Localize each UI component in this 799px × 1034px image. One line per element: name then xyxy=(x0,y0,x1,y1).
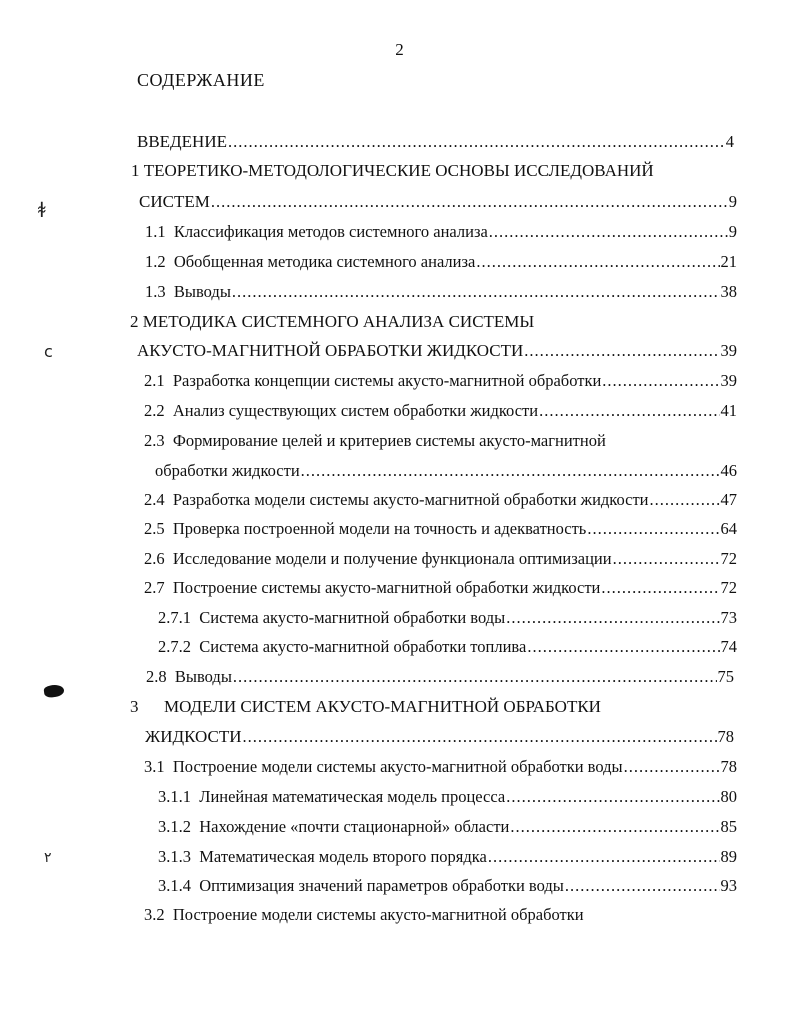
toc-number: 2.1 xyxy=(144,371,165,390)
toc-label xyxy=(144,755,623,779)
toc-number: 1.3 xyxy=(145,282,166,301)
toc-page: 72 xyxy=(720,549,737,568)
toc-label xyxy=(145,250,475,274)
toc-text: Классификация методов системного анализа xyxy=(173,222,488,241)
toc-label xyxy=(144,576,600,600)
toc-text: Формирование целей и критериев системы акусто-магнитной xyxy=(172,431,606,450)
toc-label xyxy=(158,815,509,839)
toc-text: Нахождение «почти стационарной» области xyxy=(199,817,510,836)
toc-page: 9 xyxy=(728,222,737,241)
toc-text: Линейная математическая модель процесса xyxy=(199,787,506,806)
toc-text: Проверка построенной модели на точность и адекватность xyxy=(172,519,587,538)
toc-label xyxy=(145,280,231,304)
toc-page: 38 xyxy=(720,282,737,301)
toc-entry-3-2 xyxy=(144,903,584,927)
toc-page: 9 xyxy=(728,192,737,211)
toc-number: 2.5 xyxy=(144,519,165,538)
margin-mark: ٢ xyxy=(44,850,52,866)
toc-number: 2.6 xyxy=(144,549,165,568)
toc-number: 3.1 xyxy=(144,757,165,776)
toc-label xyxy=(158,845,487,869)
toc-number: 2.7 xyxy=(144,578,165,597)
leader-dots xyxy=(232,280,720,304)
toc-page: 93 xyxy=(720,876,737,895)
leader-dots xyxy=(233,665,717,689)
leader-dots xyxy=(506,606,719,630)
toc-text: Построение модели системы акусто-магнитной обработки воды xyxy=(172,757,623,776)
toc-number: 3.1.3 xyxy=(158,847,191,866)
toc-chapter-3-head xyxy=(130,695,601,719)
toc-text: Построение системы акусто-магнитной обработки жидкости xyxy=(172,578,601,597)
toc-number: 3.1.2 xyxy=(158,817,191,836)
toc-page: 85 xyxy=(720,817,737,836)
leader-dots xyxy=(613,547,720,571)
toc-text: Математическая модель второго порядка xyxy=(199,847,487,866)
toc-page: 74 xyxy=(720,637,737,656)
toc-label xyxy=(144,488,649,512)
toc-entry-2-5 xyxy=(144,517,737,541)
toc-page: 72 xyxy=(720,578,737,597)
toc-page: 64 xyxy=(720,519,737,538)
toc-page: 4 xyxy=(725,132,734,151)
toc-number: 1.2 xyxy=(145,252,166,271)
toc-text: Выводы xyxy=(173,282,231,301)
toc-page: 41 xyxy=(720,401,737,420)
toc-page: 39 xyxy=(720,341,737,360)
leader-dots xyxy=(602,369,719,393)
toc-label xyxy=(144,399,538,423)
toc-number: 1.1 xyxy=(145,222,166,241)
toc-label: ЖИДКОСТИ xyxy=(145,727,242,746)
toc-text: Система акусто-магнитной обработки воды xyxy=(199,608,506,627)
toc-page: 78 xyxy=(720,757,737,776)
toc-page: 78 xyxy=(717,727,734,746)
toc-label xyxy=(144,547,612,571)
toc-number: 2.4 xyxy=(144,490,165,509)
toc-page: 89 xyxy=(720,847,737,866)
toc-text: Построение модели системы акусто-магнитной обработки xyxy=(172,905,584,924)
margin-mark: ⅽ xyxy=(44,342,53,361)
toc-entry-2-6 xyxy=(144,547,737,571)
toc-entry-2-1 xyxy=(144,369,737,393)
leader-dots xyxy=(489,220,728,244)
toc-text: Анализ существующих систем обработки жидкости xyxy=(172,401,539,420)
toc-entry-2-7-1 xyxy=(158,606,737,630)
toc-text: Система акусто-магнитной обработки топлива xyxy=(199,637,527,656)
toc-label: ВВЕДЕНИЕ xyxy=(137,132,227,151)
toc-number: 3 xyxy=(130,697,139,716)
toc-title: СОДЕРЖАНИЕ xyxy=(137,70,265,90)
toc-text: Оптимизация значений параметров обработки воды xyxy=(199,876,564,895)
leader-dots xyxy=(243,725,717,749)
leader-dots xyxy=(301,459,720,483)
leader-dots xyxy=(624,755,720,779)
toc-label xyxy=(158,785,505,809)
leader-dots xyxy=(650,488,720,512)
toc-entry-3-1-2 xyxy=(158,815,737,839)
toc-text: МОДЕЛИ СИСТЕМ АКУСТО-МАГНИТНОЙ ОБРАБОТКИ xyxy=(164,697,601,716)
leader-dots xyxy=(476,250,719,274)
toc-entry-1-3 xyxy=(145,280,737,304)
toc-number: 2.3 xyxy=(144,431,165,450)
toc-entry-3-1-4 xyxy=(158,874,737,898)
toc-page: 73 xyxy=(720,608,737,627)
toc-entry-2-3 xyxy=(155,459,737,483)
toc-label: СИСТЕМ xyxy=(139,192,210,211)
toc-entry-2-7-2 xyxy=(158,635,737,659)
toc-text: Разработка модели системы акусто-магнитной обработки жидкости xyxy=(172,490,649,509)
leader-dots xyxy=(539,399,719,423)
leader-dots xyxy=(228,130,725,154)
page-number: 2 xyxy=(395,40,404,59)
toc-entry-intro xyxy=(137,130,734,154)
toc-page: 21 xyxy=(720,252,737,271)
toc-chapter-1-head: 1 ТЕОРЕТИКО-МЕТОДОЛОГИЧЕСКИЕ ОСНОВЫ ИССЛЕДОВАНИЙ xyxy=(131,161,654,180)
toc-text: Обобщенная методика системного анализа xyxy=(173,252,476,271)
toc-entry-1-1 xyxy=(145,220,737,244)
toc-entry-3-1 xyxy=(144,755,737,779)
toc-page: 75 xyxy=(717,667,734,686)
toc-entry-chapter-3 xyxy=(145,725,734,749)
toc-entry-3-1-3 xyxy=(158,845,737,869)
toc-number: 2.8 xyxy=(146,667,167,686)
toc-entry-2-8 xyxy=(146,665,734,689)
toc-number: 2.7.2 xyxy=(158,637,191,656)
leader-dots xyxy=(565,874,720,898)
toc-chapter-2-head: 2 МЕТОДИКА СИСТЕМНОГО АНАЛИЗА СИСТЕМЫ xyxy=(130,312,535,331)
toc-number: 3.1.1 xyxy=(158,787,191,806)
toc-label: АКУСТО-МАГНИТНОЙ ОБРАБОТКИ ЖИДКОСТИ xyxy=(137,341,524,360)
toc-label: обработки жидкости xyxy=(155,461,300,480)
toc-label xyxy=(158,635,526,659)
toc-label xyxy=(145,220,488,244)
toc-entry-chapter-1 xyxy=(139,190,737,214)
leader-dots xyxy=(524,339,719,363)
toc-entry-3-1-1 xyxy=(158,785,737,809)
leader-dots xyxy=(510,815,719,839)
leader-dots xyxy=(587,517,719,541)
toc-label xyxy=(146,665,232,689)
toc-number: 3.2 xyxy=(144,905,165,924)
toc-page: 39 xyxy=(720,371,737,390)
toc-entry-1-2 xyxy=(145,250,737,274)
toc-page: 47 xyxy=(720,490,737,509)
leader-dots xyxy=(211,190,728,214)
leader-dots xyxy=(601,576,719,600)
toc-entry-2-7 xyxy=(144,576,737,600)
leader-dots xyxy=(488,845,720,869)
toc-number: 3.1.4 xyxy=(158,876,191,895)
leader-dots xyxy=(506,785,719,809)
toc-label xyxy=(158,874,564,898)
toc-text: Разработка концепции системы акусто-магнитной обработки xyxy=(172,371,602,390)
toc-label xyxy=(144,517,586,541)
toc-number: 2.2 xyxy=(144,401,165,420)
toc-entry-2-4 xyxy=(144,488,737,512)
toc-label xyxy=(158,606,505,630)
toc-text: Исследование модели и получение функционала оптимизации xyxy=(172,549,612,568)
toc-text: Выводы xyxy=(174,667,232,686)
toc-label xyxy=(144,369,601,393)
margin-mark: ꬸ xyxy=(38,198,46,222)
leader-dots xyxy=(527,635,719,659)
toc-page: 80 xyxy=(720,787,737,806)
ink-blot xyxy=(43,684,64,699)
toc-page: 46 xyxy=(720,461,737,480)
toc-entry-chapter-2 xyxy=(137,339,737,363)
toc-entry-2-2 xyxy=(144,399,737,423)
toc-number: 2.7.1 xyxy=(158,608,191,627)
toc-entry-2-3-head xyxy=(144,429,606,453)
